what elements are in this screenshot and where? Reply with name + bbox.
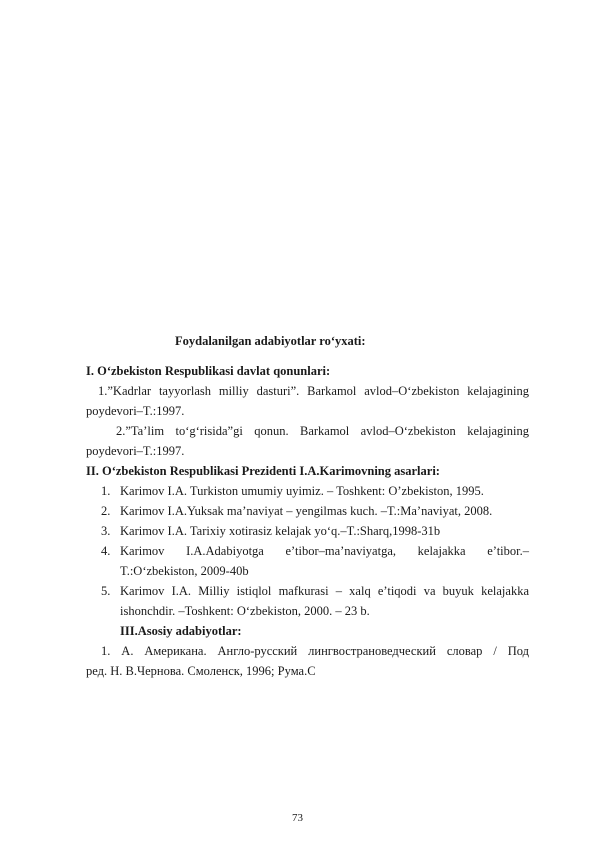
list-number: 3. [101, 524, 111, 538]
list-item-line: ред. Н. В.Чернова. Смоленск, 1996; Рума.С [86, 664, 316, 678]
list-item [86, 421, 529, 461]
list-item [86, 381, 529, 421]
list-item [86, 481, 529, 501]
list-item-text: А. Американа. Англо-русский лингвострановедческий словар / Под [121, 644, 529, 658]
list-number: 1. [101, 644, 111, 658]
list-item-line [86, 641, 529, 661]
list-item-text: Karimov I.A. Tarixiy xotirasiz kelajak yo‘q.–T.:Sharq,1998-31b [120, 524, 441, 538]
list-item-line: poydevori–T.:1997. [86, 404, 185, 418]
list-number: 4. [101, 544, 111, 558]
page-title: Foydalanilgan adabiyotlar ro‘yxati: [175, 334, 366, 348]
list-item [86, 641, 529, 681]
section-title: III.Asosiy adabiyotlar: [120, 624, 242, 638]
list-number: 5. [101, 584, 111, 598]
list-item-line: 2.”Ta’lim to‘g‘risida”gi qonun. Barkamol avlod–O‘zbekiston kelajagining [116, 424, 529, 438]
section-title: I. O‘zbekiston Respublikasi davlat qonunlari: [86, 364, 331, 378]
list-item [86, 521, 529, 541]
list-item [86, 581, 529, 621]
list-item-text: Karimov I.A.Adabiyotga e’tibor–ma’naviyatga, kelajakka e’tibor.– T.:O‘zbekiston, 2009-40b [120, 544, 529, 578]
list-item-line: 1.”Kadrlar tayyorlash milliy dasturi”. Barkamol avlod–O‘zbekiston kelajagining [98, 384, 529, 398]
numbered-list [86, 481, 529, 621]
list-item-text: Karimov I.A.Yuksak ma’naviyat – yengilmas kuch. –T.:Ma’naviyat, 2008. [120, 504, 493, 518]
list-number: 2. [101, 504, 111, 518]
page-number: 73 [292, 812, 303, 824]
list-item [86, 541, 529, 581]
list-item-text: Karimov I.A. Milliy istiqlol mafkurasi – xalq e’tiqodi va buyuk kelajakka ishonchdir. –Toshkent: O‘zbekiston, 2000. – 23 b. [120, 584, 529, 618]
list-item [86, 501, 529, 521]
watermark-logo [26, 14, 136, 84]
list-item-text: Karimov I.A. Turkiston umumiy uyimiz. – Toshkent: O’zbekiston, 1995. [120, 484, 484, 498]
section-title: II. O‘zbekiston Respublikasi Prezidenti I.A.Karimovning asarlari: [86, 464, 440, 478]
bibliography [86, 331, 529, 681]
list-item-line: poydevori–T.:1997. [86, 444, 185, 458]
list-number: 1. [101, 484, 111, 498]
